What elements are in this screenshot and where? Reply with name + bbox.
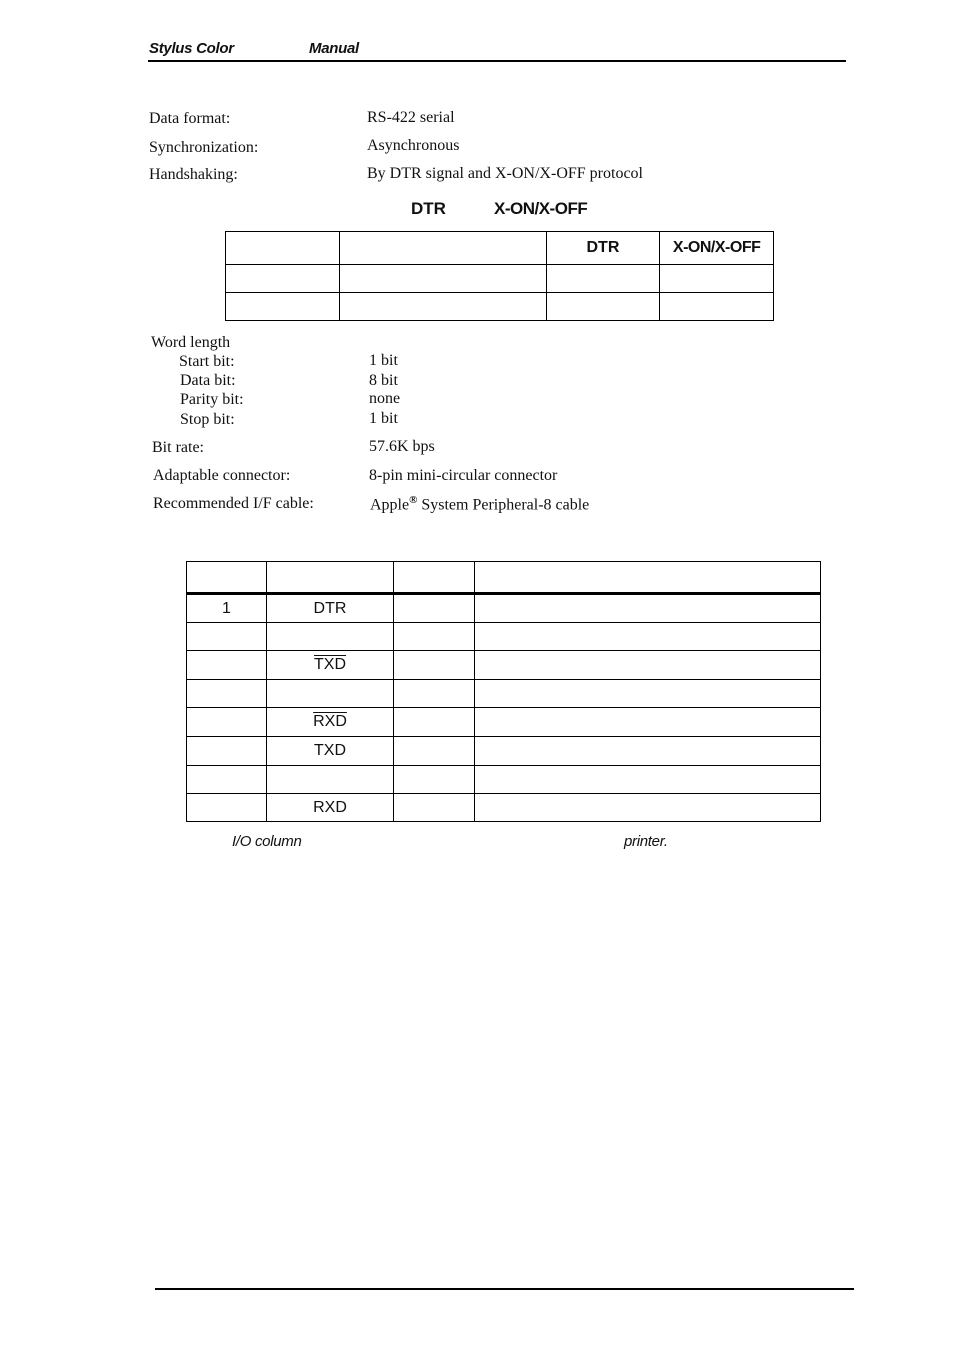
pin-signal: $\overline{RXD}$	[267, 708, 394, 737]
handshake-header-cell	[226, 232, 340, 265]
pin-header-cell	[475, 562, 821, 594]
pin-signal	[267, 680, 394, 708]
pin-table-header	[187, 562, 821, 594]
start-bit-value: 1 bit	[369, 352, 398, 369]
pin-number	[187, 737, 267, 766]
pin-number	[187, 623, 267, 651]
cable-rest: System Peripheral-8 cable	[417, 496, 590, 514]
footer-rule	[155, 1288, 854, 1290]
data-bit-value: 8 bit	[369, 372, 398, 389]
table-cell	[660, 293, 774, 321]
bit-rate-value: 57.6K bps	[369, 438, 435, 455]
pin-signal: DTR	[267, 594, 394, 623]
table-cell	[475, 680, 821, 708]
pin-signal	[267, 766, 394, 794]
table-cell	[475, 651, 821, 680]
pin-signal	[267, 623, 394, 651]
table-cell	[546, 293, 660, 321]
bit-rate-label: Bit rate:	[152, 439, 204, 456]
word-length-label: Word length	[151, 334, 231, 351]
pin-header-cell	[187, 562, 267, 594]
table-cell	[394, 737, 475, 766]
table-cell	[475, 766, 821, 794]
pin-number	[187, 651, 267, 680]
table-cell	[226, 293, 340, 321]
table-cell	[394, 766, 475, 794]
table-cell	[394, 680, 475, 708]
header-manual: Manual	[309, 40, 359, 57]
pin-signal: RXD	[267, 794, 394, 822]
note-printer: printer.	[624, 833, 668, 850]
data-format-label: Data format:	[149, 110, 231, 127]
table-cell	[226, 265, 340, 293]
table-row	[187, 708, 821, 737]
pin-header-cell	[394, 562, 475, 594]
table-row	[187, 794, 821, 822]
pin-signal: $\overline{TXD}$	[267, 651, 394, 680]
pin-number	[187, 794, 267, 822]
table-cell	[339, 293, 546, 321]
pin-number	[187, 766, 267, 794]
stop-bit-value: 1 bit	[369, 410, 398, 427]
handshake-header-dtr: DTR	[546, 232, 660, 265]
handshake-caption-xon: X-ON/X-OFF	[494, 199, 588, 218]
table-row	[226, 265, 774, 293]
table-row	[187, 737, 821, 766]
data-bit-label: Data bit:	[180, 372, 236, 389]
stop-bit-label: Stop bit:	[180, 411, 235, 428]
table-cell	[475, 794, 821, 822]
table-cell	[394, 623, 475, 651]
pin-signal: TXD	[267, 737, 394, 766]
table-row	[187, 651, 821, 680]
data-format-value: RS-422 serial	[367, 109, 455, 126]
table-cell	[394, 651, 475, 680]
table-cell	[475, 737, 821, 766]
parity-bit-value: none	[369, 390, 401, 407]
parity-bit-label: Parity bit:	[180, 391, 244, 408]
cable-brand: Apple	[370, 496, 410, 514]
table-cell	[394, 594, 475, 623]
table-row	[187, 594, 821, 623]
handshaking-value: By DTR signal and X-ON/X-OFF protocol	[367, 165, 643, 182]
table-row	[226, 293, 774, 321]
table-row	[187, 766, 821, 794]
connector-label: Adaptable connector:	[153, 467, 291, 484]
handshake-header-cell	[339, 232, 546, 265]
pin-table	[186, 561, 821, 822]
table-cell	[394, 708, 475, 737]
synchronization-label: Synchronization:	[149, 139, 259, 156]
handshake-table	[225, 231, 774, 321]
pin-header-cell	[267, 562, 394, 594]
handshaking-label: Handshaking:	[149, 166, 238, 183]
table-cell	[475, 594, 821, 623]
cable-value	[370, 494, 589, 514]
handshake-header-xon: X-ON/X-OFF	[660, 232, 774, 265]
table-cell	[546, 265, 660, 293]
synchronization-value: Asynchronous	[367, 137, 460, 154]
pin-number	[187, 708, 267, 737]
table-cell	[339, 265, 546, 293]
pin-number: 1	[187, 594, 267, 623]
table-cell	[475, 708, 821, 737]
handshake-caption-dtr: DTR	[411, 199, 446, 218]
handshake-table-header	[226, 232, 774, 265]
table-cell	[660, 265, 774, 293]
header-rule	[148, 60, 846, 62]
table-cell	[394, 794, 475, 822]
table-row	[187, 680, 821, 708]
registered-mark: ®	[409, 494, 418, 506]
table-cell	[475, 623, 821, 651]
table-row	[187, 623, 821, 651]
header-title: Stylus Color	[149, 40, 234, 57]
note-io-column: I/O column	[232, 833, 302, 850]
cable-label: Recommended I/F cable:	[153, 495, 314, 512]
pin-number	[187, 680, 267, 708]
connector-value: 8-pin mini-circular connector	[369, 467, 558, 484]
start-bit-label: Start bit:	[179, 353, 235, 370]
